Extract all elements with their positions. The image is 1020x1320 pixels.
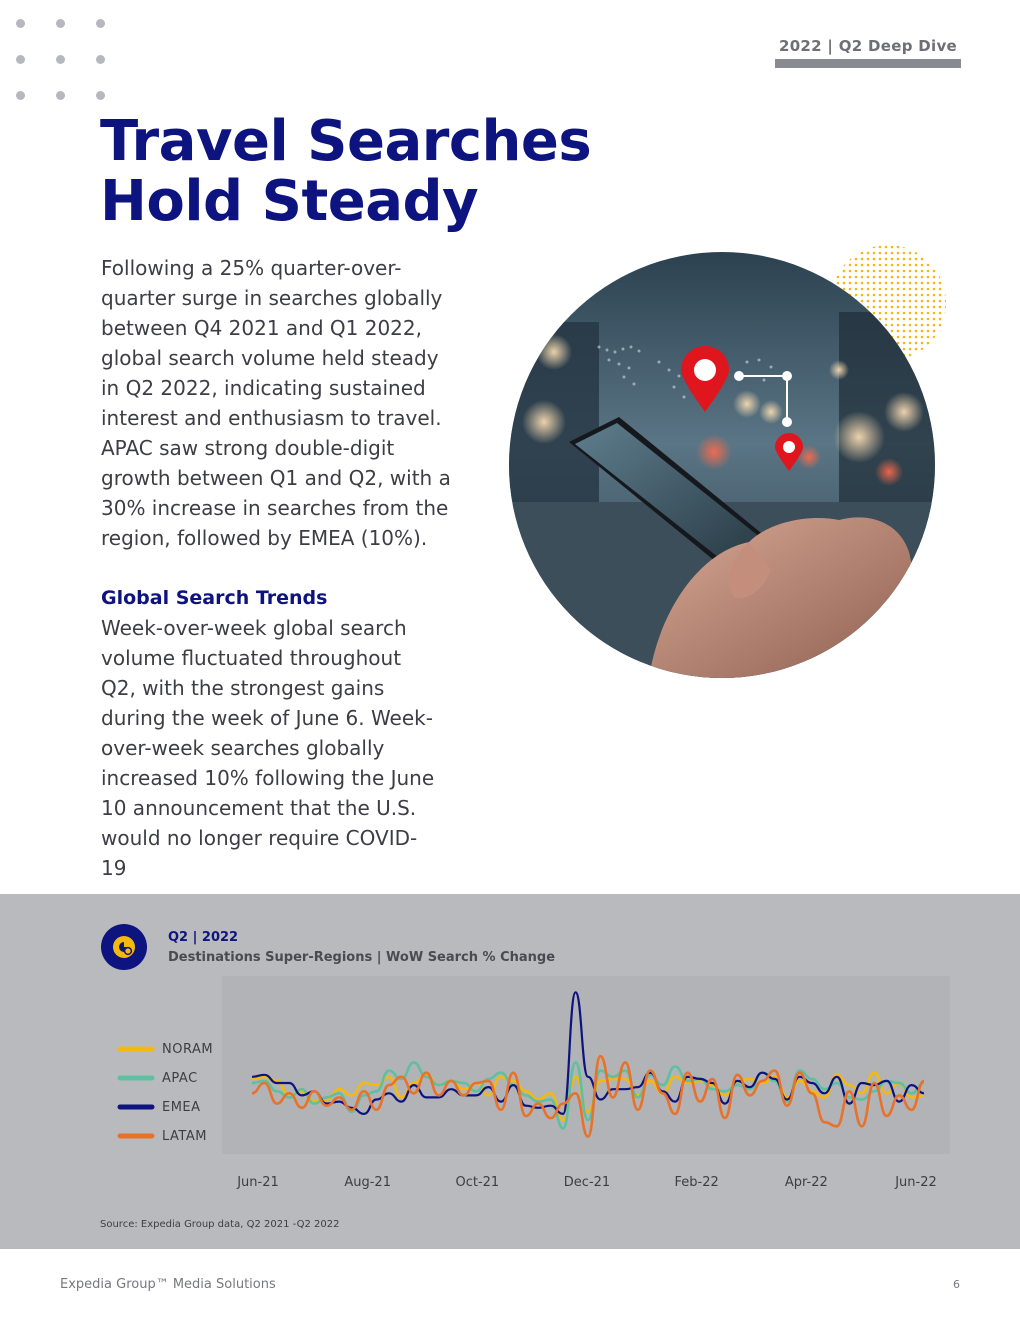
legend-label-apac: APAC	[162, 1071, 198, 1086]
section-paragraph: Week-over-week global search volume fluctuated throughout Q2, with the strongest gains during the week of June 6. Week-over-week searches globally increased 10% following the June 10 announcement that the U.S. would no longer require COVID-19	[101, 616, 435, 880]
section-heading: Global Search Trends	[101, 587, 328, 609]
report-tag: 2022 | Q2 Deep Dive	[778, 37, 958, 55]
chart-title: Destinations Super-Regions | WoW Search % Change	[168, 950, 556, 965]
phone-map-photo	[509, 252, 935, 678]
plot-area	[222, 976, 950, 1154]
legend-label-noram: NORAM	[162, 1042, 214, 1057]
x-tick-label: Feb-22	[674, 1175, 719, 1190]
x-tick-label: Jun-21	[237, 1175, 279, 1190]
x-tick-label: Oct-21	[455, 1175, 500, 1190]
x-tick-label: Apr-22	[784, 1175, 828, 1190]
page-title-line-1: Travel Searches	[100, 109, 592, 174]
decorative-dot-grid	[14, 16, 110, 106]
report-tag-underline	[775, 59, 961, 68]
x-tick-label: Aug-21	[344, 1175, 391, 1190]
chart-source: Source: Expedia Group data, Q2 2021 -Q2 2022	[100, 1219, 340, 1230]
legend-label-latam: LATAM	[162, 1129, 207, 1144]
chart-quarter-label: Q2 | 2022	[168, 930, 239, 945]
footer-brand: Expedia Group™ Media Solutions	[60, 1277, 276, 1292]
page-title	[100, 109, 592, 234]
search-trend-chart	[0, 894, 1020, 1224]
page-number: 6	[953, 1278, 960, 1291]
x-tick-label: Dec-21	[563, 1175, 611, 1190]
x-tick-label: Jun-22	[895, 1175, 937, 1190]
intro-paragraph: Following a 25% quarter-over-quarter surge in searches globally between Q4 2021 and Q1 2022, global search volume held steady in Q2 2022, indicating sustained interest and enthusiasm to travel. APAC saw strong double-digit growth between Q1 and Q2, with a 30% increase in searches from the region, followed by EMEA (10%).	[101, 256, 451, 550]
legend-label-emea: EMEA	[162, 1100, 201, 1115]
page-title-line-2: Hold Steady	[100, 169, 479, 234]
